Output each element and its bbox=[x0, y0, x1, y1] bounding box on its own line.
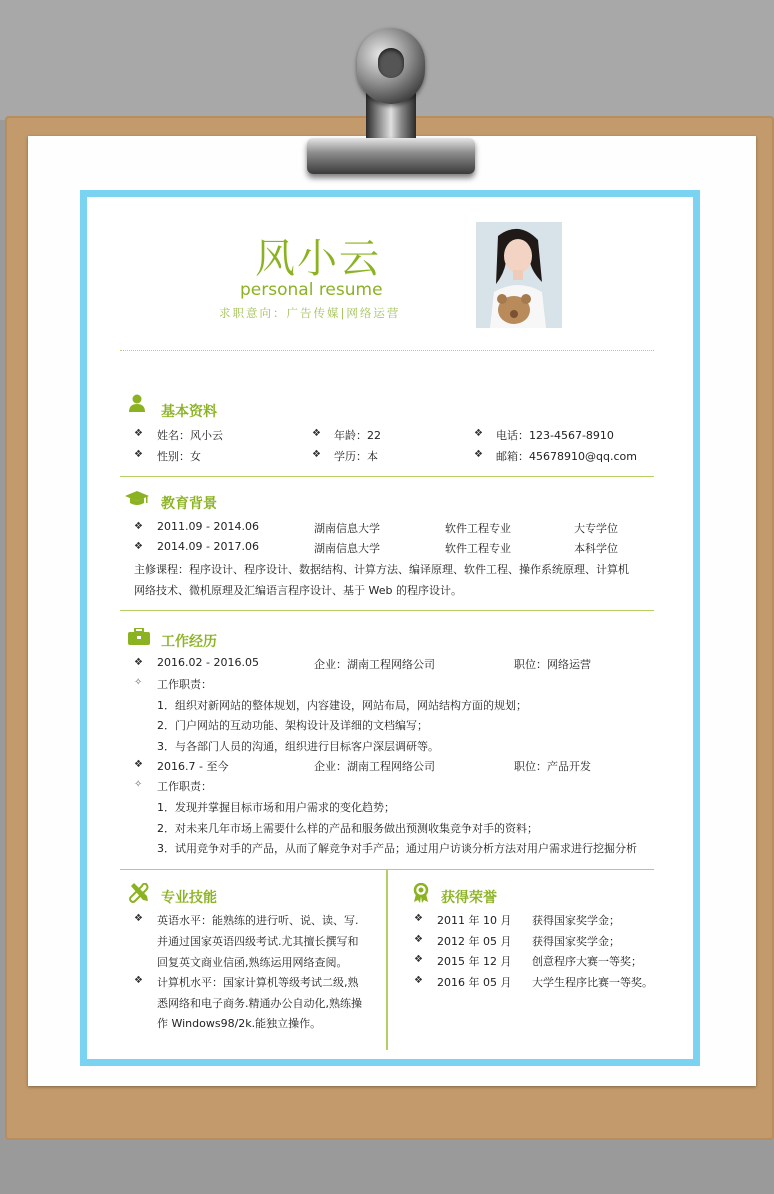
graduation-cap-icon bbox=[125, 489, 149, 511]
section-divider bbox=[120, 476, 654, 477]
duty-item: 1．发现并掌握目标市场和用户需求的变化趋势； bbox=[157, 801, 395, 814]
skill-line: 计算机水平：国家计算机等级考试二级,熟 bbox=[157, 976, 359, 989]
skill-line: 悉网络和电子商务.精通办公自动化,熟练操 bbox=[157, 997, 362, 1010]
open-diamond-bullet-icon: ✧ bbox=[134, 677, 143, 688]
diamond-bullet-icon: ❖ bbox=[134, 428, 143, 439]
edu-major: 软件工程专业 bbox=[445, 542, 511, 555]
duty-label: 工作职责： bbox=[157, 780, 212, 793]
job-period: 2016.02 - 2016.05 bbox=[157, 656, 259, 669]
duty-item: 1．组织对新网站的整体规划，内容建设，网站布局，网站结构方面的规划； bbox=[157, 699, 527, 712]
section-title-basic: 基本资料 bbox=[161, 404, 217, 420]
job-position: 职位：产品开发 bbox=[514, 760, 591, 773]
basic-phone: 电话：123-4567-8910 bbox=[496, 429, 614, 442]
header-divider bbox=[120, 350, 654, 351]
job-company: 企业：湖南工程网络公司 bbox=[314, 658, 435, 671]
honor-award: 创意程序大赛一等奖； bbox=[532, 955, 642, 968]
profile-photo bbox=[476, 222, 562, 328]
diamond-bullet-icon: ❖ bbox=[134, 913, 143, 924]
basic-education: 学历：本 bbox=[334, 450, 378, 463]
section-title-honors: 获得荣誉 bbox=[441, 890, 497, 906]
edu-courses: 主修课程：程序设计、程序设计、数据结构、计算方法、编译原理、软件工程、操作系统原理、计算机 bbox=[134, 563, 629, 576]
duty-item: 3．与各部门人员的沟通，组织进行目标客户深层调研等。 bbox=[157, 740, 439, 753]
medal-icon bbox=[412, 883, 430, 907]
edu-school: 湖南信息大学 bbox=[314, 522, 380, 535]
honor-date: 2011 年 10 月 bbox=[437, 914, 512, 927]
honor-award: 获得国家奖学金； bbox=[532, 935, 620, 948]
job-intent: 求职意向：广告传媒|网络运营 bbox=[219, 306, 401, 320]
honor-award: 大学生程序比赛一等奖。 bbox=[532, 976, 653, 989]
diamond-bullet-icon: ❖ bbox=[134, 521, 143, 532]
diamond-bullet-icon: ❖ bbox=[134, 449, 143, 460]
honor-date: 2012 年 05 月 bbox=[437, 935, 512, 948]
diamond-bullet-icon: ❖ bbox=[414, 934, 423, 945]
duty-item: 2．对未来几年市场上需要什么样的产品和服务做出预测收集竞争对手的资料； bbox=[157, 822, 538, 835]
briefcase-icon bbox=[128, 628, 150, 649]
basic-email: 邮箱：45678910@qq.com bbox=[496, 450, 637, 463]
tools-icon bbox=[129, 883, 149, 907]
edu-major: 软件工程专业 bbox=[445, 522, 511, 535]
skill-line: 并通过国家英语四级考试.尤其擅长撰写和 bbox=[157, 935, 359, 948]
edu-school: 湖南信息大学 bbox=[314, 542, 380, 555]
person-icon bbox=[128, 394, 146, 416]
duty-item: 2．门户网站的互动功能、架构设计及详细的文档编写； bbox=[157, 719, 428, 732]
skill-line: 回复英文商业信函,熟练运用网络查阅。 bbox=[157, 956, 348, 969]
resume-name: 风小云 bbox=[255, 236, 381, 282]
diamond-bullet-icon: ❖ bbox=[474, 428, 483, 439]
section-title-work: 工作经历 bbox=[161, 634, 217, 650]
section-title-skills: 专业技能 bbox=[161, 890, 217, 906]
skill-line: 作 Windows98/2k.能独立操作。 bbox=[157, 1017, 322, 1030]
honor-date: 2015 年 12 月 bbox=[437, 955, 512, 968]
diamond-bullet-icon: ❖ bbox=[414, 975, 423, 986]
diamond-bullet-icon: ❖ bbox=[134, 759, 143, 770]
open-diamond-bullet-icon: ✧ bbox=[134, 779, 143, 790]
clip-base bbox=[307, 138, 475, 174]
diamond-bullet-icon: ❖ bbox=[312, 449, 321, 460]
section-title-education: 教育背景 bbox=[161, 496, 217, 512]
job-position: 职位：网络运营 bbox=[514, 658, 591, 671]
skill-line: 英语水平：能熟练的进行听、说、读、写. bbox=[157, 914, 359, 927]
edu-period: 2011.09 - 2014.06 bbox=[157, 520, 259, 533]
edu-courses-cont: 网络技术、微机原理及汇编语言程序设计、基于 Web 的程序设计。 bbox=[134, 584, 462, 597]
basic-age: 年龄：22 bbox=[334, 429, 381, 442]
basic-name: 姓名：风小云 bbox=[157, 429, 223, 442]
job-period: 2016.7 - 至今 bbox=[157, 760, 229, 773]
section-divider bbox=[120, 610, 654, 611]
clip-hole bbox=[378, 48, 404, 78]
diamond-bullet-icon: ❖ bbox=[414, 954, 423, 965]
diamond-bullet-icon: ❖ bbox=[474, 449, 483, 460]
edu-period: 2014.09 - 2017.06 bbox=[157, 540, 259, 553]
column-divider bbox=[386, 870, 388, 1050]
edu-degree: 大专学位 bbox=[574, 522, 618, 535]
job-company: 企业：湖南工程网络公司 bbox=[314, 760, 435, 773]
basic-gender: 性别：女 bbox=[157, 450, 201, 463]
diamond-bullet-icon: ❖ bbox=[134, 657, 143, 668]
edu-degree: 本科学位 bbox=[574, 542, 618, 555]
resume-subtitle: personal resume bbox=[240, 280, 383, 300]
duty-item: 3．试用竞争对手的产品，从而了解竞争对手产品；通过用户访谈分析方法对用户需求进行挖掘分析 bbox=[157, 842, 637, 855]
diamond-bullet-icon: ❖ bbox=[134, 975, 143, 986]
diamond-bullet-icon: ❖ bbox=[312, 428, 321, 439]
diamond-bullet-icon: ❖ bbox=[134, 541, 143, 552]
honor-award: 获得国家奖学金； bbox=[532, 914, 620, 927]
honor-date: 2016 年 05 月 bbox=[437, 976, 512, 989]
duty-label: 工作职责： bbox=[157, 678, 212, 691]
diamond-bullet-icon: ❖ bbox=[414, 913, 423, 924]
